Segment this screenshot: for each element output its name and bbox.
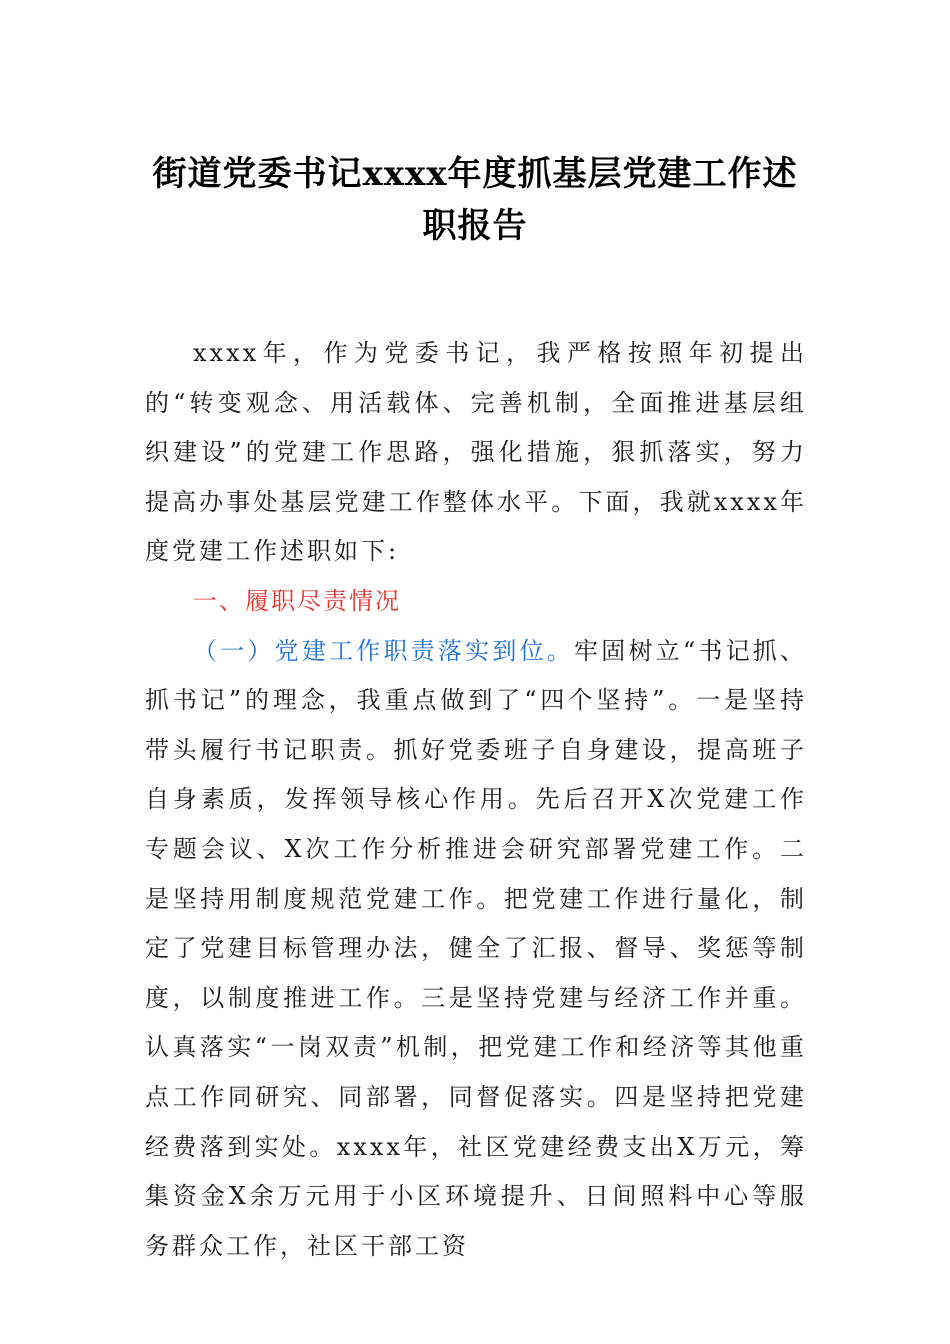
document-body — [145, 329, 807, 1271]
subsection-body: 牢固树立“书记抓、抓书记”的理念，我重点做到了“四个坚持”。一是坚持带头履行书记职责。抓好党委班子自身建设，提高班子自身素质，发挥领导核心作用。先后召开X次党建工作专题会议、X次工作分析推进会研究部署党建工作。二是坚持用制度规范党建工作。把党建工作进行量化，制定了党建目标管理办法，健全了汇报、督导、奖惩等制度，以制度推进工作。三是坚持党建与经济工作并重。认真落实“一岗双责”机制，把党建工作和经济等其他重点工作同研究、同部署，同督促落实。四是坚持把党建经费落到实处。xxxx年，社区党建经费支出X万元，筹集资金X余万元用于小区环境提升、日间照料中心等服务群众工作，社区干部工资 — [145, 636, 808, 1260]
section-heading: 一、履职尽责情况 — [193, 586, 401, 615]
subsection-heading: （一）党建工作职责落实到位。 — [193, 636, 575, 665]
document-title — [140, 148, 810, 252]
title-line-2: 职报告 — [422, 206, 528, 246]
subsection-paragraph — [145, 627, 807, 1272]
intro-paragraph: xxxx年，作为党委书记，我严格按照年初提出的“转变观念、用活载体、完善机制，全面推进基层组织建设”的党建工作思路，强化措施，狠抓落实，努力提高办事处基层党建工作整体水平。下面，我就xxxx年度党建工作述职如下: — [145, 339, 807, 566]
title-line-1: 街道党委书记xxxx年度抓基层党建工作述 — [152, 154, 798, 194]
